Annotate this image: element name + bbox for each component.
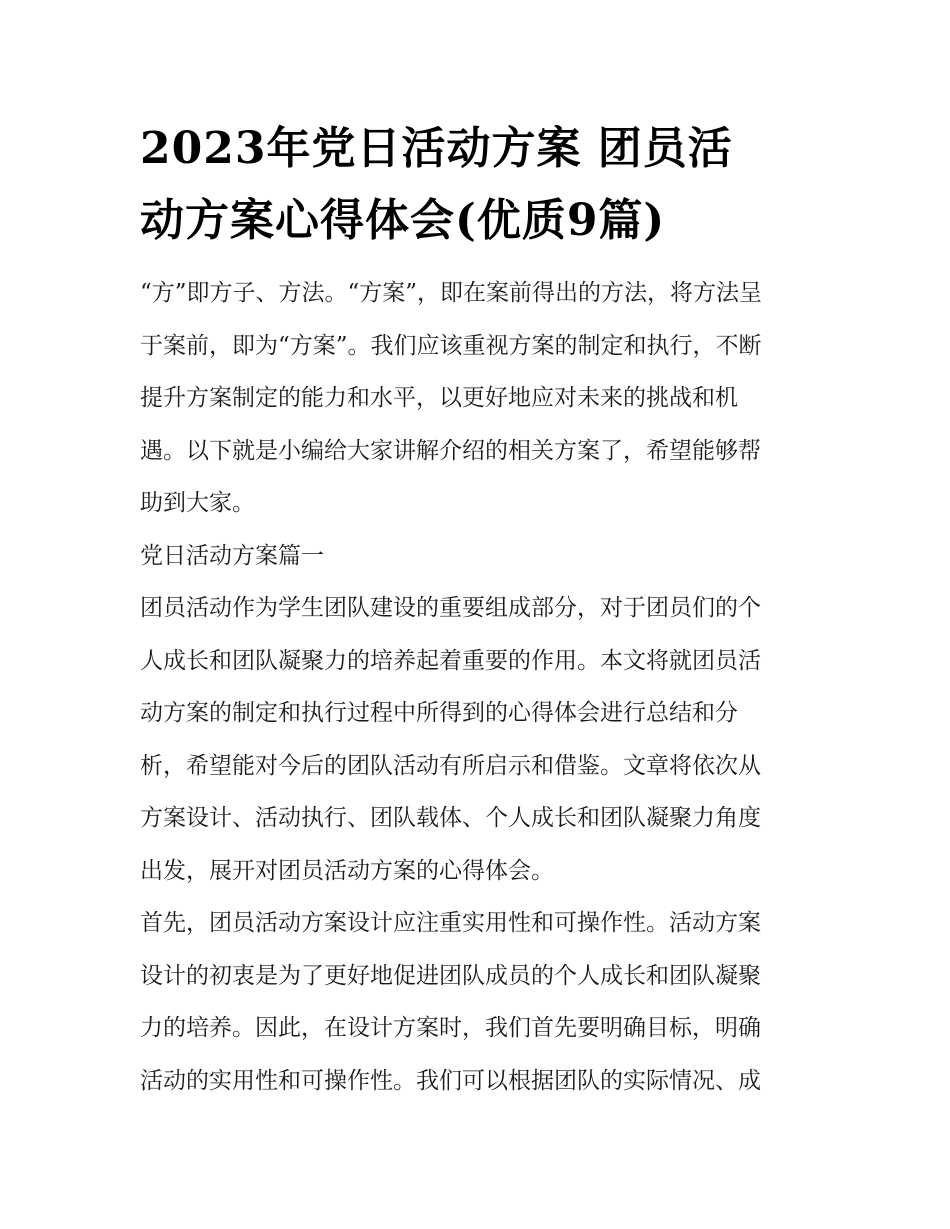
text-line: 设计的初衷是为了更好地促进团队成员的个人成长和团队凝聚 [140,962,761,989]
section-heading [140,530,815,583]
text-line: 党日活动方案篇一 [140,542,324,569]
text-line: 力的培养。因此，在设计方案时，我们首先要明确目标，明确 [140,1015,761,1041]
text-line: 遇。以下就是小编给大家讲解介绍的相关方案了，希望能够帮 [140,437,761,464]
intro-paragraph [140,267,815,530]
text-line: 于案前，即为“方案”。我们应该重视方案的制定和执行，不断 [140,332,762,359]
text-line: 活动的实用性和可操作性。我们可以根据团队的实际情况、成 [140,1067,761,1094]
text-line: 助到大家。 [140,490,255,516]
text-line: 提升方案制定的能力和水平，以更好地应对未来的挑战和机 [140,385,738,411]
text-line: 人成长和团队凝聚力的培养起着重要的作用。本文将就团员活 [140,647,761,674]
text-line: 首先，团员活动方案设计应注重实用性和可操作性。活动方案 [140,910,761,936]
title-line: 2023年党日活动方案 团员活 [140,123,733,174]
body-paragraph [140,897,815,1107]
text-line: 方案设计、活动执行、团队载体、个人成长和团队凝聚力角度 [140,805,761,831]
text-line: 团员活动作为学生团队建设的重要组成部分，对于团员们的个 [140,595,761,621]
text-line: 动方案的制定和执行过程中所得到的心得体会进行总结和分 [140,700,738,726]
document-body [140,113,815,1107]
text-line: 析，希望能对今后的团队活动有所启示和借鉴。文章将依次从 [140,752,761,779]
title-line: 动方案心得体会(优质9篇) [140,195,666,246]
body-paragraph [140,582,815,897]
text-line: 出发，展开对团员活动方案的心得体会。 [140,857,554,884]
document-title [140,113,815,257]
text-line: “方”即方子、方法。“方案”，即在案前得出的方法，将方法呈 [140,280,763,306]
